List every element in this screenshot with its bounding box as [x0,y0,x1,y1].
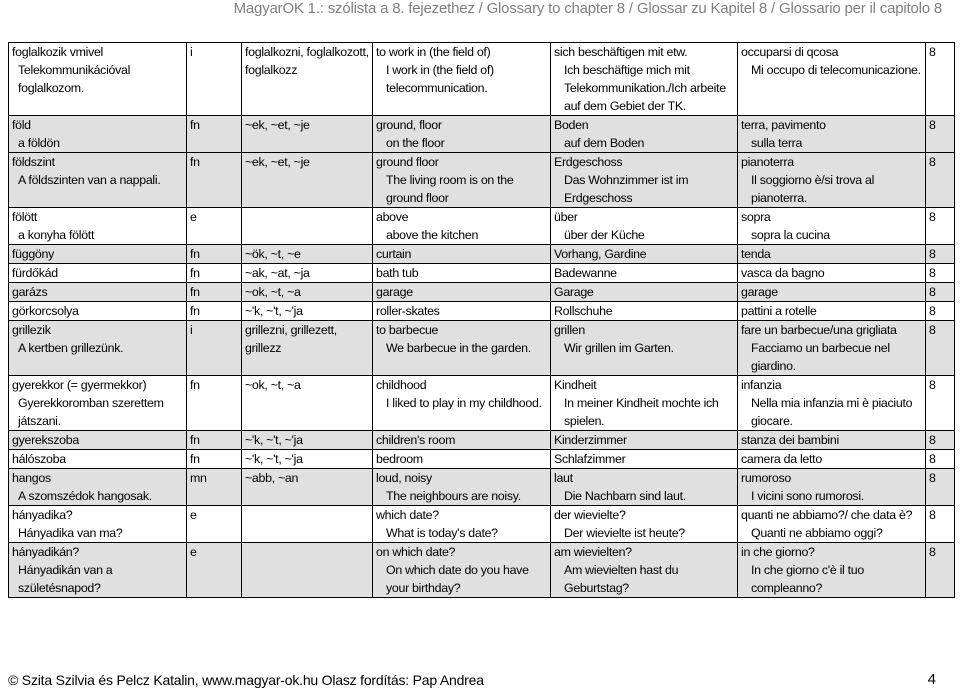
hungarian-cell [9,245,187,264]
pos-cell [187,116,242,153]
english-cell-term: loud, noisy [376,471,432,485]
hungarian-cell-term: függöny [12,247,54,261]
hungarian-cell [9,116,187,153]
german-cell-example: Der wievielte ist heute? [564,526,685,540]
forms-cell-term: grillezni, grillezett, grillezz [245,323,337,355]
table-row [9,321,955,376]
italian-cell [738,302,926,321]
pos-cell-term: fn [190,452,200,466]
table-row [9,431,955,450]
italian-cell-example: I vicini sono rumorosi. [751,489,864,503]
table-row [9,543,955,598]
german-cell-term: grillen [554,323,585,337]
chapter-cell-term: 8 [929,433,936,447]
table-row [9,506,955,543]
italian-cell-term: quanti ne abbiamo?/ che data è? [741,508,913,522]
german-cell [551,245,738,264]
hungarian-cell-term: hányadikán? [12,545,79,559]
pos-cell [187,506,242,543]
pos-cell [187,431,242,450]
page-header: MagyarOK 1.: szólista a 8. fejezethez / Glossary to chapter 8 / Glossar zu Kapitel 8 / Glossario per il capitolo 8 [233,0,942,17]
italian-cell-term: camera da letto [741,452,822,466]
hungarian-cell [9,321,187,376]
german-cell [551,543,738,598]
italian-cell-term: infanzia [741,378,782,392]
english-cell [373,450,551,469]
italian-cell-term: terra, pavimento [741,118,826,132]
italian-cell-term: stanza dei bambini [741,433,839,447]
forms-cell-term: ~ok, ~t, ~a [245,285,301,299]
chapter-cell [926,283,955,302]
german-cell-term: Kinderzimmer [554,433,627,447]
footer-copyright: © Szita Szilvia és Pelcz Katalin, www.magyar-ok.hu Olasz fordítás: Pap Andrea [8,672,484,688]
hungarian-cell-term: fürdőkád [12,266,58,280]
hungarian-cell [9,450,187,469]
italian-cell [738,208,926,245]
italian-cell-example: sopra la cucina [751,228,830,242]
forms-cell-term: ~'k, ~'t, ~'ja [245,304,303,318]
english-cell-term: above [376,210,409,224]
italian-cell [738,450,926,469]
english-cell-example: The living room is on the ground floor [386,173,514,205]
hungarian-cell-term: foglalkozik vmivel [12,45,104,59]
forms-cell [242,543,373,598]
italian-cell [738,264,926,283]
german-cell-term: Rollschuhe [554,304,613,318]
pos-cell-term: fn [190,266,200,280]
chapter-cell-term: 8 [929,118,936,132]
forms-cell [242,469,373,506]
pos-cell [187,283,242,302]
forms-cell [242,116,373,153]
chapter-cell [926,302,955,321]
german-cell [551,321,738,376]
forms-cell [242,506,373,543]
hungarian-cell-term: grillezik [12,323,51,337]
hungarian-cell [9,376,187,431]
italian-cell-term: occuparsi di qcosa [741,45,839,59]
italian-cell-example: Mi occupo di telecomunicazione. [751,63,921,77]
german-cell [551,506,738,543]
pos-cell-term: e [190,210,197,224]
chapter-cell-term: 8 [929,378,936,392]
german-cell [551,376,738,431]
pos-cell [187,543,242,598]
italian-cell [738,283,926,302]
table-row [9,153,955,208]
forms-cell [242,450,373,469]
german-cell-term: Garage [554,285,594,299]
german-cell-term: sich beschäftigen mit etw. [554,45,688,59]
hungarian-cell [9,43,187,116]
italian-cell-example: Quanti ne abbiamo oggi? [751,526,883,540]
pos-cell-term: fn [190,247,200,261]
german-cell-example: Wir grillen im Garten. [564,341,674,355]
forms-cell [242,302,373,321]
german-cell [551,153,738,208]
chapter-cell [926,245,955,264]
hungarian-cell [9,431,187,450]
chapter-cell-term: 8 [929,545,936,559]
pos-cell [187,376,242,431]
italian-cell-example: Facciamo un barbecue nel giardino. [751,341,890,373]
german-cell-term: Boden [554,118,589,132]
hungarian-cell-term: hangos [12,471,51,485]
german-cell [551,283,738,302]
german-cell-example: Das Wohnzimmer ist im Erdgeschoss [564,173,689,205]
chapter-cell-term: 8 [929,155,936,169]
forms-cell [242,321,373,376]
pos-cell-term: mn [190,471,207,485]
german-cell [551,431,738,450]
english-cell-term: ground floor [376,155,439,169]
hungarian-cell-example: a konyha fölött [18,228,95,242]
chapter-cell [926,208,955,245]
english-cell [373,321,551,376]
german-cell-term: Vorhang, Gardine [554,247,647,261]
pos-cell [187,264,242,283]
english-cell [373,43,551,116]
italian-cell [738,116,926,153]
italian-cell [738,43,926,116]
pos-cell [187,302,242,321]
italian-cell-example: In che giorno c'è il tuo compleanno? [751,563,864,595]
forms-cell [242,43,373,116]
english-cell-term: childhood [376,378,427,392]
pos-cell-term: e [190,508,197,522]
chapter-cell [926,376,955,431]
english-cell-example: On which date do you have your birthday? [386,563,529,595]
hungarian-cell-example: Hányadika van ma? [18,526,123,540]
english-cell [373,431,551,450]
german-cell [551,116,738,153]
table-row [9,376,955,431]
pos-cell [187,321,242,376]
german-cell-term: am wievielten? [554,545,632,559]
german-cell-term: über [554,210,578,224]
english-cell [373,302,551,321]
english-cell [373,283,551,302]
forms-cell-term: ~ek, ~et, ~je [245,155,310,169]
german-cell [551,43,738,116]
english-cell-term: to work in (the field of) [376,45,491,59]
forms-cell [242,431,373,450]
english-cell-term: which date? [376,508,439,522]
hungarian-cell-term: garázs [12,285,48,299]
english-cell-example: I work in (the field of) telecommunication. [386,63,494,95]
english-cell-example: I liked to play in my childhood. [386,396,542,410]
german-cell-example: über der Küche [564,228,645,242]
hungarian-cell-term: föld [12,118,31,132]
italian-cell-example: Nella mia infanzia mi è piaciuto giocare. [751,396,913,428]
italian-cell-term: sopra [741,210,771,224]
english-cell [373,208,551,245]
forms-cell [242,153,373,208]
english-cell-term: bath tub [376,266,419,280]
pos-cell [187,469,242,506]
italian-cell-term: rumoroso [741,471,791,485]
forms-cell-term: ~ak, ~at, ~ja [245,266,310,280]
forms-cell [242,376,373,431]
hungarian-cell-term: gyerekkor (= gyermekkor) [12,378,147,392]
english-cell-term: roller-skates [376,304,440,318]
table-row [9,264,955,283]
chapter-cell [926,116,955,153]
chapter-cell-term: 8 [929,323,936,337]
english-cell-term: garage [376,285,413,299]
hungarian-cell-term: hányadika? [12,508,73,522]
hungarian-cell [9,543,187,598]
english-cell [373,469,551,506]
hungarian-cell [9,506,187,543]
table-row [9,43,955,116]
table-row [9,469,955,506]
hungarian-cell-example: A földszinten van a nappali. [18,173,161,187]
english-cell-example: on the floor [386,136,445,150]
pos-cell-term: fn [190,155,200,169]
chapter-cell-term: 8 [929,285,936,299]
italian-cell [738,245,926,264]
italian-cell-example: sulla terra [751,136,803,150]
hungarian-cell-term: fölött [12,210,38,224]
italian-cell [738,543,926,598]
italian-cell-term: in che giorno? [741,545,815,559]
pos-cell [187,450,242,469]
german-cell-term: Kindheit [554,378,597,392]
german-cell-example: Die Nachbarn sind laut. [564,489,686,503]
italian-cell-term: garage [741,285,778,299]
chapter-cell-term: 8 [929,471,936,485]
italian-cell-example: Il soggiorno è/si trova al pianoterra. [751,173,875,205]
hungarian-cell [9,283,187,302]
chapter-cell [926,43,955,116]
chapter-cell [926,321,955,376]
german-cell [551,450,738,469]
english-cell-term: ground, floor [376,118,442,132]
table-row [9,450,955,469]
hungarian-cell-term: görkorcsolya [12,304,79,318]
italian-cell [738,376,926,431]
italian-cell-term: pianoterra [741,155,794,169]
german-cell-term: Schlafzimmer [554,452,626,466]
chapter-cell-term: 8 [929,247,936,261]
forms-cell-term: ~ök, ~t, ~e [245,247,301,261]
german-cell-term: Erdgeschoss [554,155,623,169]
english-cell [373,506,551,543]
italian-cell-term: tenda [741,247,771,261]
english-cell [373,543,551,598]
german-cell [551,208,738,245]
pos-cell-term: fn [190,304,200,318]
pos-cell-term: e [190,545,197,559]
english-cell-term: children's room [376,433,456,447]
english-cell-example: What is today's date? [386,526,498,540]
forms-cell-term: foglalkozni, foglalkozott, foglalkozz [245,45,369,77]
german-cell [551,264,738,283]
forms-cell [242,264,373,283]
chapter-cell [926,469,955,506]
english-cell [373,153,551,208]
german-cell-term: der wievielte? [554,508,626,522]
italian-cell [738,506,926,543]
table-row [9,245,955,264]
hungarian-cell [9,302,187,321]
chapter-cell [926,450,955,469]
chapter-cell-term: 8 [929,266,936,280]
forms-cell [242,283,373,302]
chapter-cell-term: 8 [929,45,936,59]
table-row [9,116,955,153]
chapter-cell [926,264,955,283]
hungarian-cell [9,208,187,245]
pos-cell [187,43,242,116]
german-cell-term: Badewanne [554,266,617,280]
hungarian-cell-example: A szomszédok hangosak. [18,489,152,503]
german-cell-example: Ich beschäftige mich mit Telekommunikation./Ich arbeite auf dem Gebiet der TK. [564,63,726,113]
pos-cell [187,245,242,264]
forms-cell [242,245,373,264]
glossary-table [8,42,955,598]
chapter-cell [926,153,955,208]
table-row [9,302,955,321]
hungarian-cell-example: Hányadikán van a születésnapod? [18,563,113,595]
english-cell [373,264,551,283]
italian-cell-term: fare un barbecue/una grigliata [741,323,897,337]
forms-cell [242,208,373,245]
italian-cell [738,153,926,208]
english-cell [373,116,551,153]
italian-cell [738,321,926,376]
italian-cell-term: pattini a rotelle [741,304,817,318]
pos-cell [187,208,242,245]
chapter-cell [926,506,955,543]
english-cell-example: above the kitchen [386,228,479,242]
forms-cell-term: ~ok, ~t, ~a [245,378,301,392]
hungarian-cell [9,264,187,283]
hungarian-cell-example: Gyerekkoromban szerettem játszani. [18,396,164,428]
english-cell-term: curtain [376,247,412,261]
italian-cell [738,469,926,506]
german-cell-example: Am wievielten hast du Geburtstag? [564,563,679,595]
pos-cell-term: i [190,45,193,59]
english-cell-example: We barbecue in the garden. [386,341,531,355]
forms-cell-term: ~'k, ~'t, ~'ja [245,433,303,447]
forms-cell-term: ~ek, ~et, ~je [245,118,310,132]
english-cell-example: The neighbours are noisy. [386,489,521,503]
chapter-cell-term: 8 [929,508,936,522]
pos-cell-term: fn [190,118,200,132]
hungarian-cell [9,153,187,208]
hungarian-cell-example: A kertben grillezünk. [18,341,124,355]
english-cell [373,245,551,264]
italian-cell [738,431,926,450]
hungarian-cell [9,469,187,506]
hungarian-cell-example: a földön [18,136,60,150]
chapter-cell-term: 8 [929,452,936,466]
english-cell-term: to barbecue [376,323,439,337]
english-cell-term: on which date? [376,545,456,559]
page-number: 4 [927,671,936,688]
italian-cell-term: vasca da bagno [741,266,825,280]
chapter-cell-term: 8 [929,210,936,224]
german-cell-example: auf dem Boden [564,136,645,150]
chapter-cell [926,543,955,598]
pos-cell-term: fn [190,285,200,299]
pos-cell-term: fn [190,433,200,447]
hungarian-cell-example: Telekommunikációval foglalkozom. [18,63,131,95]
pos-cell [187,153,242,208]
forms-cell-term: ~abb, ~an [245,471,299,485]
pos-cell-term: fn [190,378,200,392]
chapter-cell [926,431,955,450]
hungarian-cell-term: földszint [12,155,55,169]
hungarian-cell-term: hálószoba [12,452,66,466]
hungarian-cell-term: gyerekszoba [12,433,79,447]
german-cell-term: laut [554,471,573,485]
chapter-cell-term: 8 [929,304,936,318]
german-cell [551,302,738,321]
english-cell-term: bedroom [376,452,423,466]
german-cell-example: In meiner Kindheit mochte ich spielen. [564,396,719,428]
table-row [9,283,955,302]
english-cell [373,376,551,431]
pos-cell-term: i [190,323,193,337]
forms-cell-term: ~'k, ~'t, ~'ja [245,452,303,466]
table-row [9,208,955,245]
german-cell [551,469,738,506]
